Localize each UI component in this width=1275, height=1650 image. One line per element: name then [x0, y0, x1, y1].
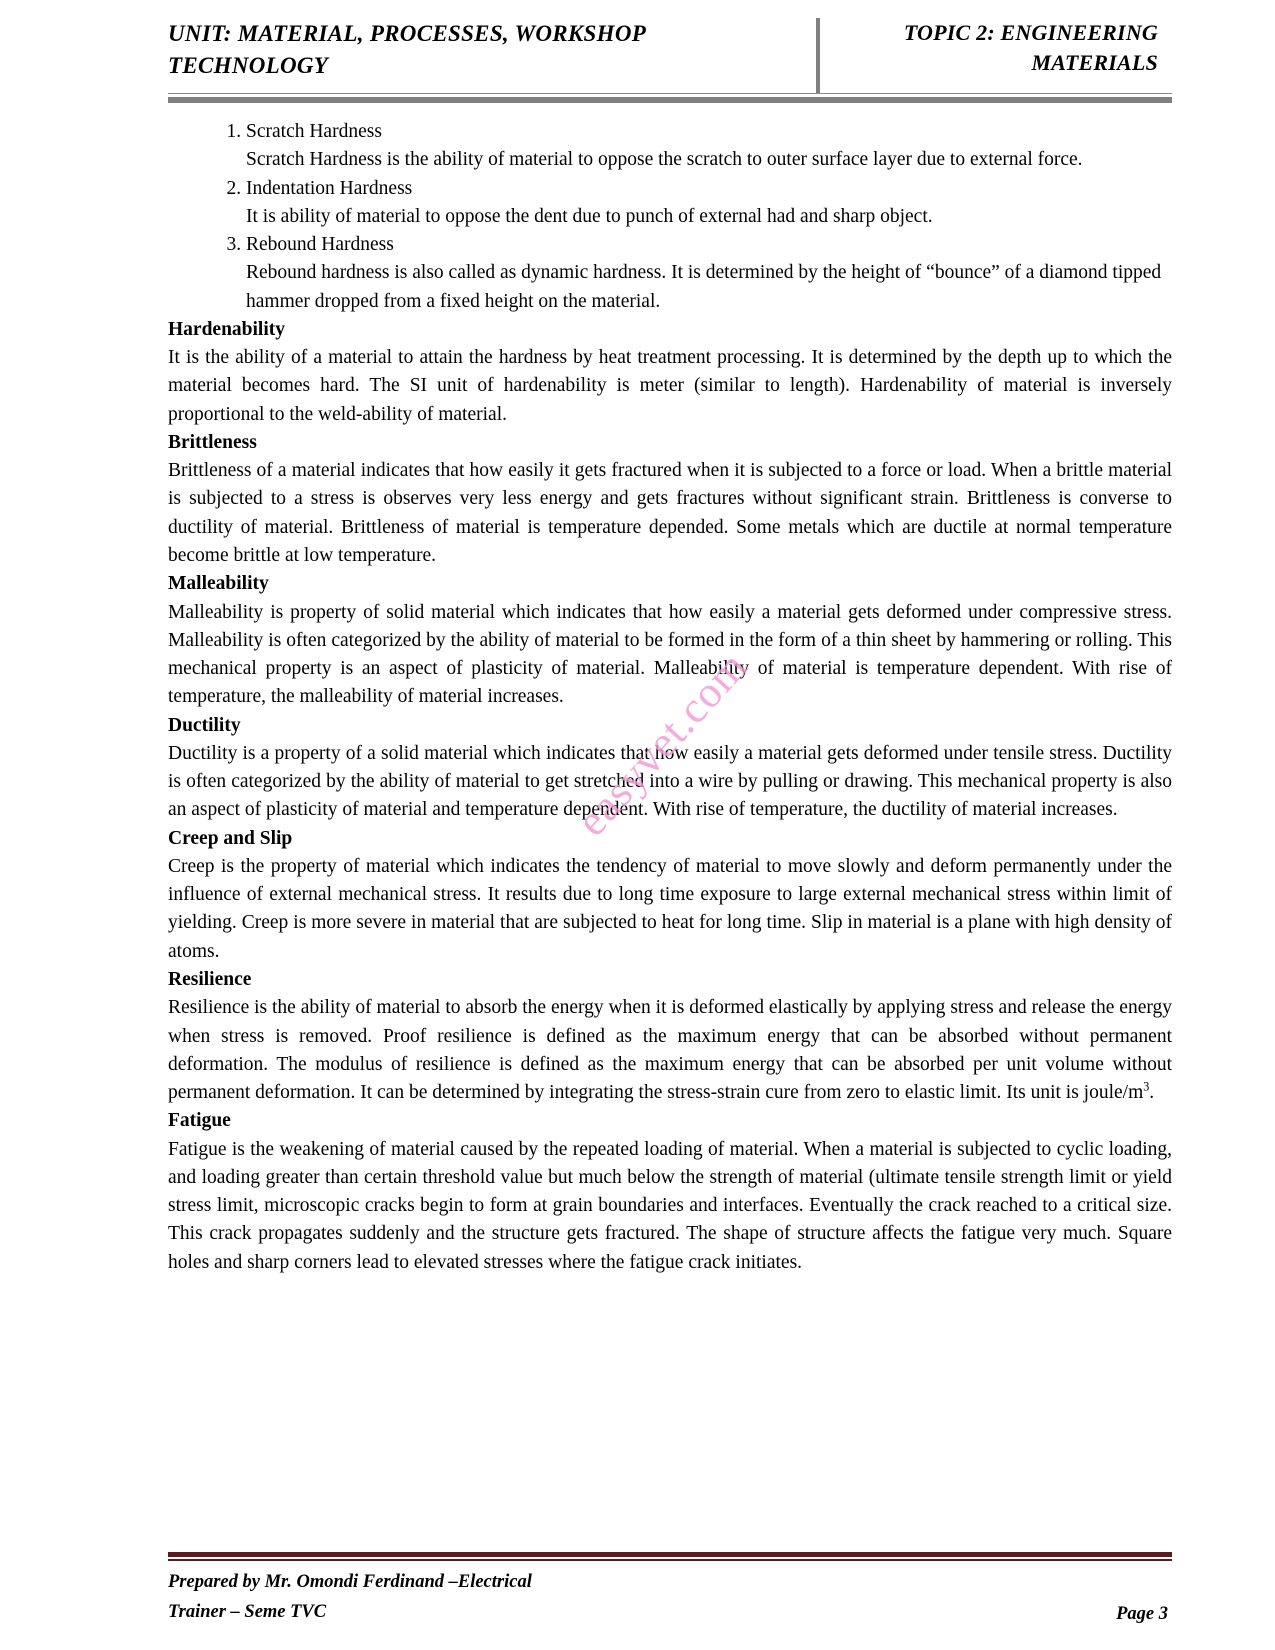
footer-rule-thin — [168, 1559, 1172, 1561]
list-item — [246, 118, 1172, 175]
section-heading-fatigue: Fatigue — [168, 1110, 231, 1132]
hardness-types-list — [168, 118, 1172, 316]
footer-prepared-by — [168, 1568, 532, 1627]
list-item-title: 3. Rebound Hardness — [246, 234, 394, 256]
header-unit-line-2: TECHNOLOGY — [168, 52, 329, 78]
list-item-title: 2. Indentation Hardness — [246, 177, 413, 199]
section-body-creep-and-slip: Creep is the property of material which indicates the tendency of material to move slowly and deform permanently under the influence of external mechanical stress. It results due to long time exposure to large external mechanical stress within limit of yielding. Creep is more severe in material that are subjected to heat for long time. Slip in material is a plane with high density of atoms. — [168, 855, 1172, 962]
header-vertical-divider — [816, 18, 820, 94]
page-header — [168, 18, 1172, 94]
section-body-hardenability: It is the ability of a material to attain the hardness by heat treatment processing. It is determined by the depth up to which the material becomes hard. The SI unit of hardenability is meter (similar to length). Hardenability of material is inversely proportional to the weld-ability of material. — [168, 347, 1172, 425]
resilience-text-part2: . — [1149, 1082, 1155, 1104]
header-topic-line-1: TOPIC 2: ENGINEERING — [903, 20, 1158, 45]
footer-page-number: Page 3 — [1116, 1604, 1168, 1624]
footer-rule-thick — [168, 1552, 1172, 1557]
section-heading-ductility: Ductility — [168, 714, 241, 736]
header-topic-line-2: MATERIALS — [1031, 50, 1158, 76]
header-rule-thin — [168, 93, 1172, 94]
section-heading-resilience: Resilience — [168, 968, 252, 990]
resilience-text-part1: Resilience is the ability of material to absorb the energy when it is deformed elastically by applying stress and release the energy when stress is removed. Proof resilience is defined as the maximum energy that can be absorbed without permanent deformation. The modulus of resilience is defined as the maximum energy that can be absorbed per unit volume without permanent deformation. It can be determined by integrating the stress-strain cure from zero to elastic limit. Its unit is joule/m — [168, 997, 1172, 1104]
page-footer — [168, 1568, 1172, 1630]
section-heading-hardenability: Hardenability — [168, 318, 286, 340]
list-item-body: It is ability of material to oppose the dent due to punch of external had and sharp object. — [246, 205, 933, 227]
section-heading-malleability: Malleability — [168, 573, 269, 595]
watermark-easyvet: easyvet.com — [566, 641, 757, 846]
header-unit-title — [168, 18, 816, 81]
list-item — [246, 231, 1172, 316]
section-body-malleability: Malleability is property of solid material which indicates that how easily a material gets deformed under compressive stress. Malleability is often categorized by the ability of material to be formed in the form of a thin sheet by hammering or rolling. This mechanical property is an aspect of plasticity of material. Malleability of material is temperature dependent. With rise of temperature, the malleability of material increases. — [168, 601, 1172, 708]
section-body-brittleness: Brittleness of a material indicates that how easily it gets fractured when it is subjected to a force or load. When a brittle material is subjected to a stress is observes very less energy and gets fractures without significant strain. Brittleness is converse to ductility of material. Brittleness of material is temperature depended. Some metals which are ductile at normal temperature become brittle at low temperature. — [168, 460, 1172, 566]
section-heading-brittleness: Brittleness — [168, 431, 257, 453]
header-topic-title — [850, 18, 1172, 78]
section-body-resilience — [168, 994, 1172, 1107]
section-body-ductility: Ductility is a property of a solid material which indicates that how easily a material gets deformed under tensile stress. Ductility is often categorized by the ability of material to get stretched into a wire by pulling or drawing. This mechanical property is also an aspect of plasticity of material and temperature dependent. With rise of temperature, the ductility of material increases. — [168, 742, 1172, 821]
section-body-fatigue: Fatigue is the weakening of material caused by the repeated loading of material. When a material is subjected to cyclic loading, and loading greater than certain threshold value but much below the strength of material (ultimate tensile strength limit or yield stress limit, microscopic cracks begin to form at grain boundaries and interfaces. Eventually the crack reached to a critical size. This crack propagates suddenly and the structure gets fractured. The shape of structure affects the fatigue very much. Square holes and sharp corners lead to elevated stresses where the fatigue crack initiates. — [168, 1138, 1172, 1273]
document-body — [168, 118, 1172, 1277]
footer-prepared-line-2: Trainer – Seme TVC — [168, 1601, 327, 1622]
list-item-body: Scratch Hardness is the ability of material to oppose the scratch to outer surface layer due to external force. — [246, 149, 1083, 171]
cubic-meter-exponent: 3 — [1143, 1079, 1150, 1094]
list-item-title: 1. Scratch Hardness — [246, 121, 382, 142]
list-item — [246, 175, 1172, 232]
header-rule — [168, 96, 1172, 103]
section-heading-creep-and-slip: Creep and Slip — [168, 827, 293, 849]
header-unit-line-1: UNIT: MATERIAL, PROCESSES, WORKSHOP — [168, 21, 647, 46]
footer-prepared-line-1: Prepared by Mr. Omondi Ferdinand –Electrical — [168, 1572, 532, 1592]
list-item-body: Rebound hardness is also called as dynamic hardness. It is determined by the height of “bounce” of a diamond tipped hammer dropped from a fixed height on the material. — [246, 262, 1162, 312]
